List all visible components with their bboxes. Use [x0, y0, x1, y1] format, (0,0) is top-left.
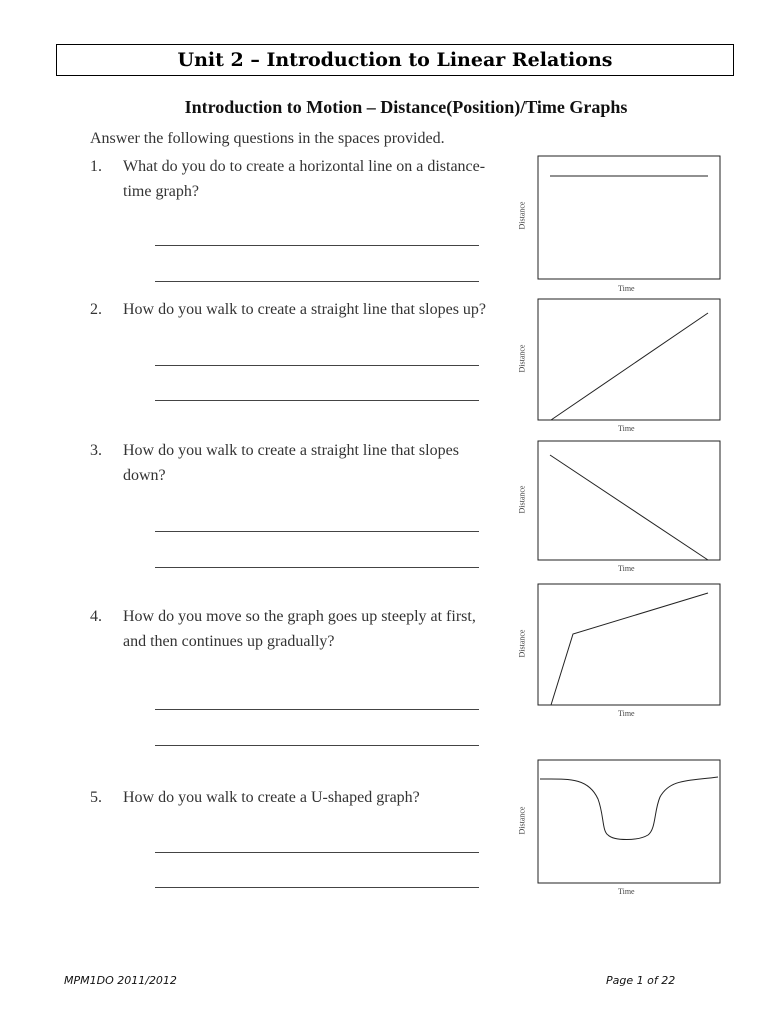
question-number: 3.: [90, 442, 102, 459]
question-number: 4.: [90, 608, 102, 625]
graph-y-label: Distance: [517, 806, 527, 835]
graph-frame: [518, 298, 728, 424]
answer-line[interactable]: [155, 531, 479, 532]
answer-line[interactable]: [155, 709, 479, 710]
graph-line: [540, 777, 718, 840]
graph-frame: [518, 155, 728, 283]
graph-u-shaped: [518, 759, 728, 901]
question-number: 2.: [90, 301, 102, 318]
question-text: How do you walk to create a U-shaped graph?: [123, 789, 420, 806]
answer-line[interactable]: [155, 852, 479, 853]
question-text: How do you walk to create a straight line that slopes down?: [123, 442, 459, 484]
answer-line[interactable]: [155, 245, 479, 246]
graph-steep-then-gradual: [518, 583, 728, 725]
graph-y-label: Distance: [517, 201, 527, 230]
instructions: Answer the following questions in the spaces provided.: [90, 130, 445, 147]
graph-x-label: Time: [618, 887, 635, 896]
question-text: How do you walk to create a straight line that slopes up?: [123, 301, 487, 318]
graph-line: [551, 313, 708, 420]
graph-line: [550, 455, 708, 560]
graph-y-label: Distance: [517, 344, 527, 373]
question-text: How do you move so the graph goes up steeply at first, and then continues up gradually?: [123, 608, 476, 650]
question-number: 5.: [90, 789, 102, 806]
footer-page-number: Page 1 of 22: [606, 974, 676, 987]
graph-x-label: Time: [618, 564, 635, 573]
graph-frame: [518, 583, 728, 709]
graph-slope-down: [518, 440, 728, 578]
answer-line[interactable]: [155, 745, 479, 746]
graph-y-label: Distance: [517, 485, 527, 514]
unit-title: Unit 2 – Introduction to Linear Relations: [177, 49, 613, 71]
answer-line[interactable]: [155, 281, 479, 282]
footer-course-code: MPM1DO 2011/2012: [64, 974, 177, 987]
graph-y-label: Distance: [517, 629, 527, 658]
graph-x-label: Time: [618, 709, 635, 718]
answer-line[interactable]: [155, 887, 479, 888]
graph-horizontal-line: [518, 155, 728, 295]
question-text: What do you do to create a horizontal line on a distance-time graph?: [123, 158, 486, 200]
graph-frame: [518, 440, 728, 564]
graph-slope-up: [518, 298, 728, 436]
answer-line[interactable]: [155, 567, 479, 568]
answer-line[interactable]: [155, 400, 479, 401]
unit-title-box: [56, 44, 734, 76]
graph-x-label: Time: [618, 284, 635, 293]
graph-line: [551, 593, 708, 705]
graph-frame: [518, 759, 728, 887]
answer-line[interactable]: [155, 365, 479, 366]
question-number: 1.: [90, 158, 102, 175]
worksheet-subtitle: Introduction to Motion – Distance(Position)/Time Graphs: [184, 97, 628, 117]
graph-x-label: Time: [618, 424, 635, 433]
